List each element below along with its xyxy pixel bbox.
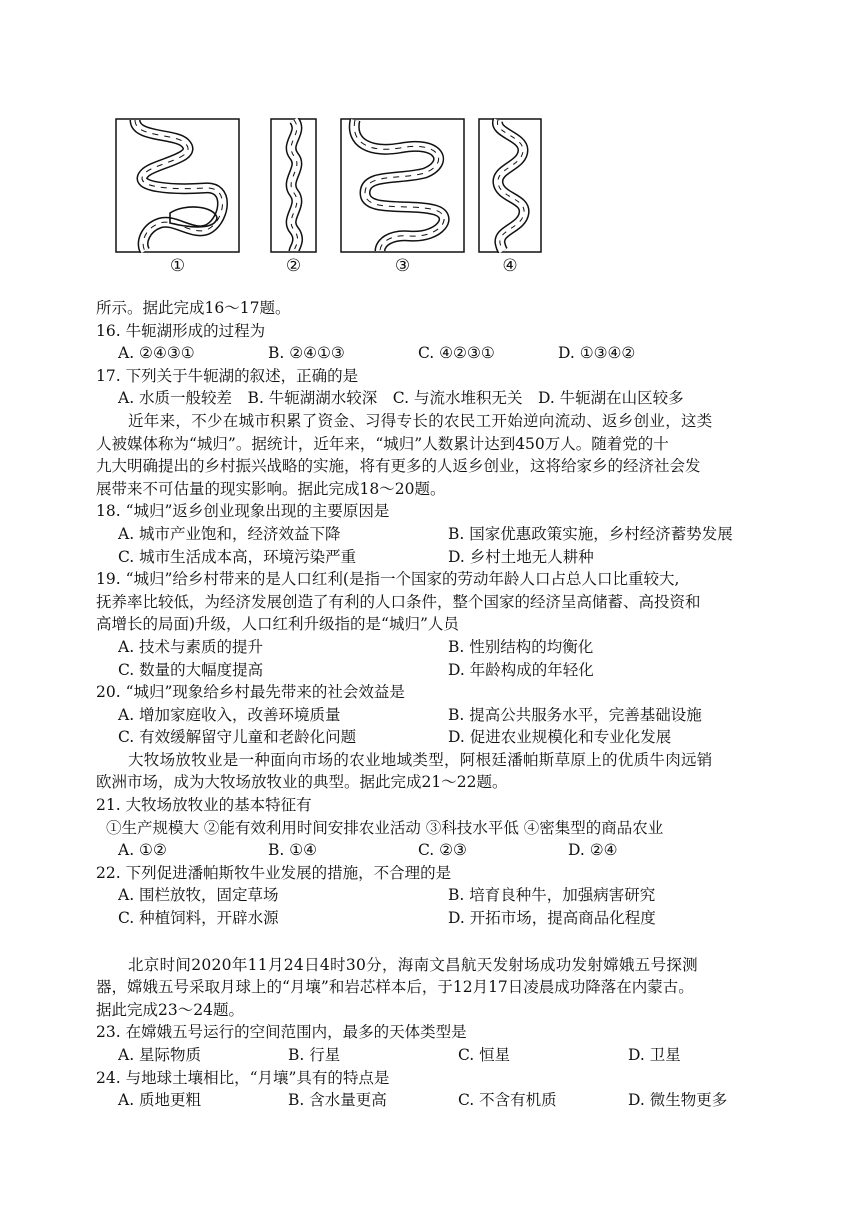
figure-label-2: ② — [285, 256, 302, 276]
q21-options — [96, 839, 772, 862]
q16-options — [96, 342, 772, 365]
q19-stem-line-2: 抚养率比较低，为经济发展创造了有利的人口条件，整个国家的经济呈高储蓄、高投资和 — [96, 592, 701, 611]
q20-option-b: B. 提高公共服务水平，完善基础设施 — [448, 705, 702, 724]
spacer — [96, 930, 772, 954]
q23-option-a: A. 星际物质 — [118, 1046, 202, 1064]
meander-diagram-3 — [340, 118, 465, 253]
q18-option-d: D. 乡村土地无人耕种 — [448, 547, 594, 566]
q23-option-d: D. 卫星 — [628, 1046, 681, 1064]
q24-option-d: D. 微生物更多 — [628, 1091, 728, 1110]
q21-statements: ①生产规模大 ②能有效利用时间安排农业活动 ③科技水平低 ④密集型的商品农业 — [106, 818, 664, 837]
q24-option-c: C. 不含有机质 — [458, 1091, 557, 1110]
q23-stem: 23. 在嫦娥五号运行的空间范围内，最多的天体类型是 — [96, 1023, 467, 1042]
q17-stem: 17. 下列关于牛轭湖的叙述，正确的是 — [96, 366, 359, 385]
q22-option-b: B. 培育良种牛，加强病害研究 — [448, 886, 656, 905]
figure-panel-3 — [340, 118, 465, 276]
q18-option-a: A. 城市产业饱和，经济效益下降 — [118, 524, 341, 543]
meander-diagram-2 — [270, 118, 317, 253]
meander-figure — [115, 118, 555, 283]
figure-panel-4 — [478, 118, 542, 276]
intro-tail: 所示。据此完成16～17题。 — [96, 299, 291, 317]
q16-option-c: C. ④②③① — [418, 344, 495, 363]
q20-stem: 20. “城归”现象给乡村最先带来的社会效益是 — [96, 683, 405, 702]
q22-option-a: A. 围栏放牧，固定草场 — [118, 886, 279, 905]
passage1-line-3: 九大明确提出的乡村振兴战略的实施，将有更多的人返乡创业，这将给家乡的经济社会发 — [96, 457, 701, 476]
figure-label-3: ③ — [394, 256, 411, 276]
q23-option-c: C. 恒星 — [458, 1046, 511, 1064]
q19-stem-line-3: 高增长的局面)升级，人口红利升级指的是“城归”人员 — [96, 615, 459, 634]
q16-option-a: A. ②④③① — [118, 344, 195, 363]
q18-options-row-2 — [96, 546, 772, 569]
q16-option-d: D. ①③④② — [558, 344, 636, 363]
q18-option-c: C. 城市生活成本高，环境污染严重 — [118, 547, 357, 566]
figure-label-1: ① — [169, 256, 186, 276]
passage2-line-2: 欧洲市场，成为大牧场放牧业的典型。据此完成21～22题。 — [96, 773, 508, 792]
passage1-line-1: 近年来，不少在城市积累了资金、习得专长的农民工开始逆向流动、返乡创业，这类 — [128, 411, 713, 430]
q24-options — [96, 1089, 772, 1112]
q21-stem: 21. 大牧场放牧业的基本特征有 — [96, 796, 312, 815]
q17-options: A. 水质一般较差 B. 牛轭湖湖水较深 C. 与流水堆积无关 D. 牛轭湖在山区较多 — [118, 389, 684, 408]
passage2-line-1: 大牧场放牧业是一种面向市场的农业地域类型，阿根廷潘帕斯草原上的优质牛肉远销 — [128, 750, 713, 769]
q18-option-b: B. 国家优惠政策实施，乡村经济蓄势发展 — [448, 524, 733, 543]
q21-option-b: B. ①④ — [268, 841, 318, 860]
q19-stem-line-1: 19. “城归”给乡村带来的是人口红利(是指一个国家的劳动年龄人口占总人口比重较大, — [96, 570, 680, 589]
q21-option-c: C. ②③ — [418, 841, 467, 860]
passage3-line-1: 北京时间2020年11月24日4时30分，海南文昌航天发射场成功发射嫦娥五号探测 — [128, 955, 698, 974]
figure-panel-2 — [270, 118, 317, 276]
q22-stem: 22. 下列促进潘帕斯牧牛业发展的措施，不合理的是 — [96, 863, 452, 882]
passage3-line-3: 据此完成23～24题。 — [96, 1000, 244, 1019]
q20-options-row-2 — [96, 726, 772, 749]
q19-options-row-2 — [96, 659, 772, 682]
figure-label-4: ④ — [502, 256, 518, 276]
q24-option-a: A. 质地更粗 — [118, 1091, 202, 1110]
question-text-block — [96, 297, 772, 1112]
q22-option-d: D. 开拓市场，提高商品化程度 — [448, 909, 656, 928]
q24-stem: 24. 与地球土壤相比，“月壤”具有的特点是 — [96, 1068, 390, 1087]
q19-option-b: B. 性别结构的均衡化 — [448, 637, 594, 656]
passage1-line-4: 展带来不可估量的现实影响。据此完成18～20题。 — [96, 479, 446, 498]
q20-option-a: A. 增加家庭收入，改善环境质量 — [118, 705, 341, 724]
q23-option-b: B. 行星 — [288, 1046, 341, 1064]
q18-options-row-1 — [96, 523, 772, 546]
q16-option-b: B. ②④①③ — [268, 344, 345, 363]
q22-options-row-2 — [96, 907, 772, 930]
q22-options-row-1 — [96, 884, 772, 907]
q22-option-c: C. 种植饲料，开辟水源 — [118, 909, 279, 928]
q16-stem: 16. 牛轭湖形成的过程为 — [96, 321, 266, 340]
q19-options-row-1 — [96, 636, 772, 659]
q23-options — [96, 1044, 772, 1067]
q18-stem: 18. “城归”返乡创业现象出现的主要原因是 — [96, 502, 390, 521]
q19-option-d: D. 年龄构成的年轻化 — [448, 660, 594, 679]
q21-option-d: D. ②④ — [568, 841, 618, 860]
q19-option-c: C. 数量的大幅度提高 — [118, 660, 264, 679]
figure-panel-1 — [115, 118, 240, 276]
q21-option-a: A. ①② — [118, 841, 167, 860]
q24-option-b: B. 含水量更高 — [288, 1091, 387, 1110]
meander-diagram-1 — [115, 118, 240, 253]
q20-option-d: D. 促进农业规模化和专业化发展 — [448, 728, 672, 747]
meander-diagram-4 — [478, 118, 542, 253]
passage3-line-2: 器，嫦娥五号采取月球上的“月壤”和岩芯样本后，于12月17日凌晨成功降落在内蒙古。 — [96, 978, 694, 997]
q20-options-row-1 — [96, 704, 772, 727]
q19-option-a: A. 技术与素质的提升 — [118, 637, 264, 656]
q20-option-c: C. 有效缓解留守儿童和老龄化问题 — [118, 728, 357, 747]
passage1-line-2: 人被媒体称为“城归”。据统计，近年来，“城归”人数累计达到450万人。随着党的十 — [96, 434, 669, 453]
